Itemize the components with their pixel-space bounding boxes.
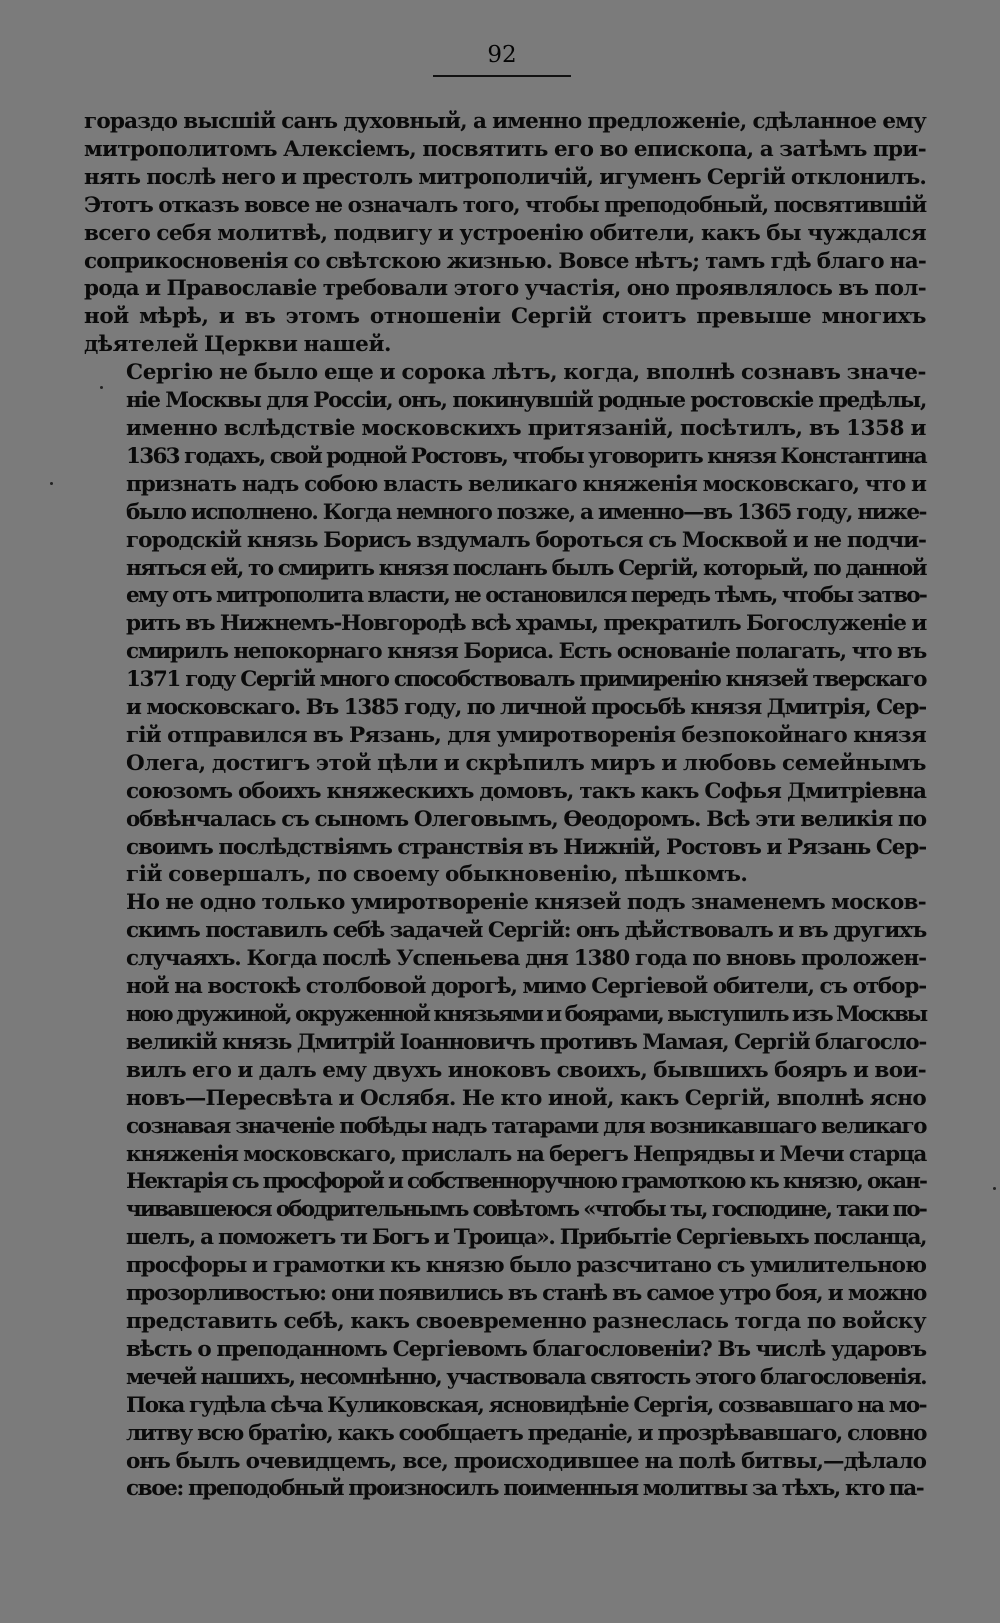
text-line: смирилъ непокорнаго князя Бориса. Есть основаніе полагать, что въ: [126, 639, 926, 665]
print-speck: [993, 1187, 996, 1190]
text-line: Нектарія съ просфорой и собственноручною грамоткою къ князю, окан-: [126, 1169, 926, 1195]
text-line: гій отправился въ Рязань, для умиротворенія безпокойнаго князя: [126, 722, 926, 748]
text-line: сознавая значеніе побѣды надъ татарами для возникавшаго великаго: [126, 1113, 926, 1139]
body-text: [84, 108, 926, 1503]
text-line: Олега, достигъ этой цѣли и скрѣпилъ миръ и любовь семейнымъ: [126, 750, 926, 776]
text-line: княженія московскаго, прислалъ на берегъ Непрядвы и Мечи старца: [126, 1141, 926, 1167]
text-line: гій совершалъ, по своему обыкновенію, пѣшкомъ.: [126, 862, 748, 888]
print-speck: [100, 386, 103, 389]
text-line: и московскаго. Въ 1385 году, по личной просьбѣ князя Дмитрія, Сер-: [126, 695, 926, 721]
text-line: всего себя молитвѣ, подвигу и устроенію обители, какъ бы чуждался: [84, 220, 926, 246]
text-line: дѣятелей Церкви нашей.: [84, 332, 392, 358]
page-number: 92: [487, 42, 517, 68]
text-line: соприкосновенія со свѣтскою жизнью. Вовсе нѣтъ; тамъ гдѣ благо на-: [84, 248, 926, 274]
text-line: Но не одно только умиротвореніе князей подъ знаменемъ москов-: [126, 890, 926, 916]
text-line: ной мѣрѣ, и въ этомъ отношеніи Сергій стоитъ превыше многихъ: [84, 304, 926, 330]
text-line: обвѣнчалась съ сыномъ Олеговымъ, Ѳеодоромъ. Всѣ эти великія по: [126, 806, 926, 832]
text-line: признать надъ собою власть великаго княженія московскаго, что и: [126, 471, 926, 497]
text-line: прозорливостью: они появились въ станѣ въ самое утро боя, и можно: [126, 1281, 926, 1307]
text-line: представить себѣ, какъ своевременно разнеслась тогда по войску: [126, 1308, 926, 1334]
text-line: Сергію не было еще и сорока лѣтъ, когда, вполнѣ сознавъ значе-: [126, 360, 926, 386]
text-line: ніе Москвы для Россіи, онъ, покинувшій родные ростовскіе предѣлы,: [126, 388, 926, 414]
page-number-rule: [433, 75, 571, 77]
text-line: скимъ поставилъ себѣ задачей Сергій: онъ дѣйствовалъ и въ другихъ: [126, 918, 926, 944]
text-line: ной на востокѣ столбовой дорогѣ, мимо Сергіевой обители, съ отбор-: [126, 974, 926, 1000]
text-line: именно вслѣдствіе московскихъ притязаній, посѣтилъ, въ 1358 и: [126, 415, 926, 441]
text-line: няться ей, то смирить князя посланъ былъ Сергій, который, по данной: [126, 555, 926, 581]
text-line: рить въ Нижнемъ-Новгородѣ всѣ храмы, прекратилъ Богослуженіе и: [126, 611, 926, 637]
text-line: ему отъ митрополита власти, не остановился передъ тѣмъ, чтобы затво-: [126, 583, 926, 609]
text-line: 1371 году Сергій много способствовалъ примиренію князей тверскаго: [126, 667, 926, 693]
text-line: Пока гудѣла сѣча Куликовская, ясновидѣніе Сергія, созвавшаго на мо-: [126, 1392, 926, 1418]
text-line: великій князь Дмитрій Іоанновичъ противъ Мамая, Сергій благосло-: [126, 1029, 926, 1055]
text-line: союзомъ обоихъ княжескихъ домовъ, такъ какъ Софья Дмитріевна: [126, 778, 926, 804]
text-line: онъ былъ очевидцемъ, все, происходившее на полѣ битвы,—дѣлало: [126, 1448, 926, 1474]
paragraph: [84, 108, 926, 359]
paragraph: [84, 889, 926, 1503]
text-line: мечей нашихъ, несомнѣнно, участвовала святость этого благословенія.: [126, 1364, 926, 1390]
text-line: чивавшеюся ободрительнымъ совѣтомъ «чтобы ты, господине, таки по-: [126, 1197, 926, 1223]
text-line: ною дружиной, окруженной князьями и боярами, выступилъ изъ Москвы: [126, 1002, 926, 1027]
text-line: гораздо высшій санъ духовный, а именно предложеніе, сдѣланное ему: [84, 109, 926, 134]
text-line: рода и Православіе требовали этого участія, оно проявлялось въ пол-: [84, 276, 926, 302]
text-line: было исполнено. Когда немного позже, а именно—въ 1365 году, ниже-: [126, 499, 926, 525]
text-line: шелъ, а поможетъ ти Богъ и Троица». Прибытіе Сергіевыхъ посланца,: [126, 1225, 926, 1251]
text-line: городскій князь Борисъ вздумалъ бороться съ Москвой и не подчи-: [126, 527, 926, 553]
text-line: случаяхъ. Когда послѣ Успеньева дня 1380 года по вновь проложен-: [126, 946, 926, 972]
text-line: Этотъ отказъ вовсе не означалъ того, чтобы преподобный, посвятившій: [84, 192, 926, 218]
text-line: нять послѣ него и престолъ митрополичій, игуменъ Сергій отклонилъ.: [84, 164, 926, 190]
text-line: просфоры и грамотки къ князю было разсчитано съ умилительною: [126, 1253, 926, 1279]
text-line: 1363 годахъ, свой родной Ростовъ, чтобы уговорить князя Константина: [126, 443, 926, 469]
text-line: митрополитомъ Алексіемъ, посвятить его во епископа, а затѣмъ при-: [84, 136, 926, 162]
text-line: своимъ послѣдствіямъ странствія въ Нижній, Ростовъ и Рязань Сер-: [126, 834, 926, 860]
text-line: вѣсть о преподанномъ Сергіевомъ благословеніи? Въ числѣ ударовъ: [126, 1336, 926, 1362]
text-line: новъ—Пересвѣта и Ослябя. Не кто иной, какъ Сергій, вполнѣ ясно: [126, 1085, 926, 1111]
text-line: литву всю братію, какъ сообщаетъ преданіе, и прозрѣвавшаго, словно: [126, 1420, 926, 1446]
paragraph: [84, 359, 926, 889]
text-line: свое: преподобный произносилъ поименныя молитвы за тѣхъ, кто па-: [126, 1476, 924, 1502]
text-line: вилъ его и далъ ему двухъ иноковъ своихъ, бывшихъ бояръ и вои-: [126, 1057, 926, 1083]
print-speck: [50, 482, 53, 485]
